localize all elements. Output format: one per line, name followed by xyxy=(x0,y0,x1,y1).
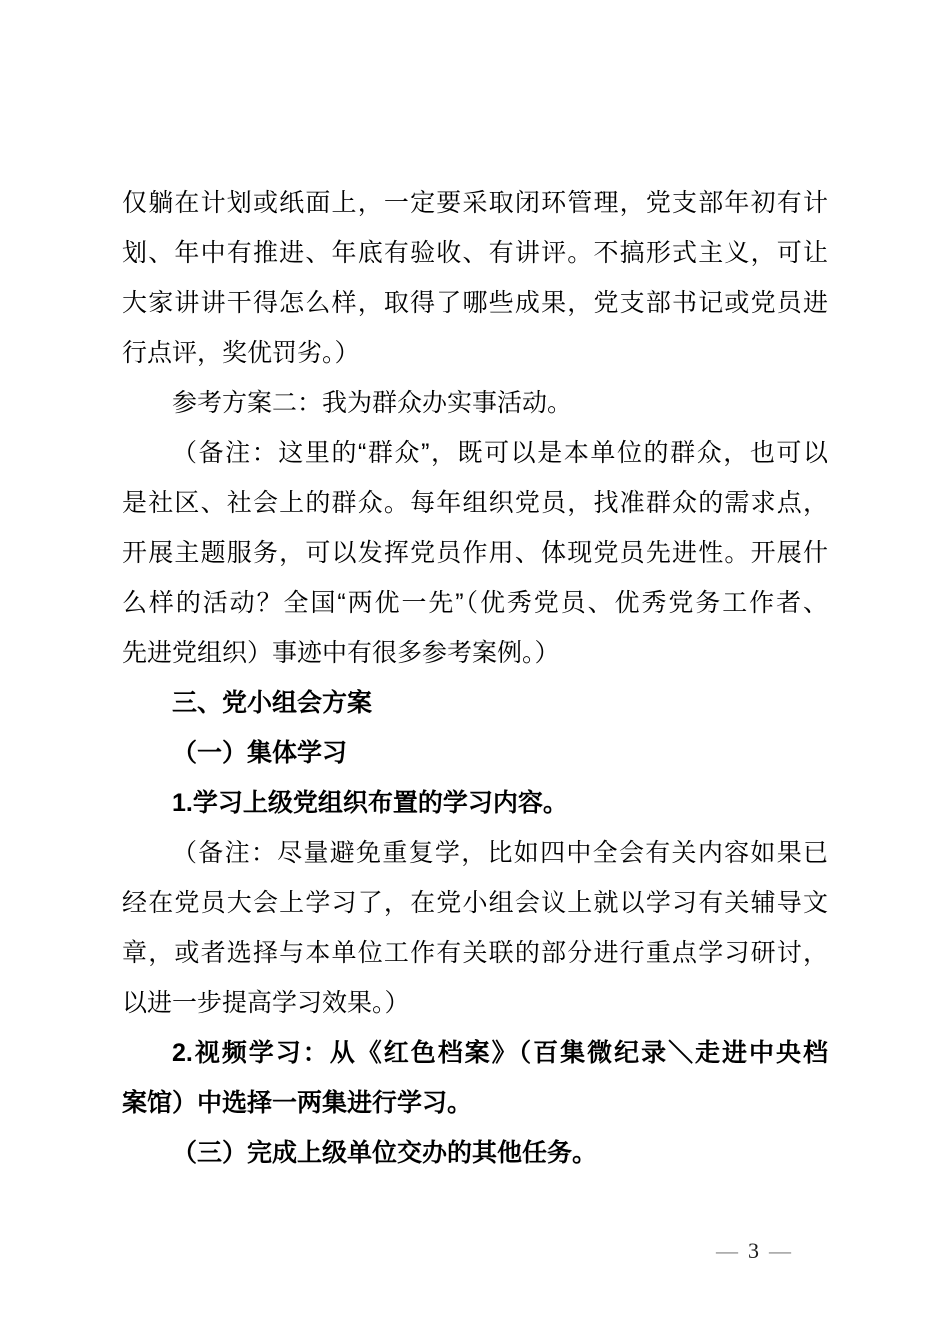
text-line: 么样的活动？全国“两优一先”（优秀党员、优秀党务工作者、 xyxy=(122,589,828,617)
text-line: 仅躺在计划或纸面上，一定要采取闭环管理，党支部年初有计 xyxy=(122,189,828,217)
text-line: 划、年中有推进、年底有验收、有讲评。不搞形式主义，可让 xyxy=(122,239,828,267)
text-line: 是社区、社会上的群众。每年组织党员，找准群众的需求点， xyxy=(122,489,828,517)
text-line-plan-two: 参考方案二：我为群众办实事活动。 xyxy=(172,389,573,417)
text-line: 章，或者选择与本单位工作有关联的部分进行重点学习研讨， xyxy=(122,939,828,967)
section-heading-party-group: 三、党小组会方案 xyxy=(172,689,373,717)
page-number: 3 xyxy=(748,1238,759,1263)
text-line-note-start: （备注：尽量避免重复学，比如四中全会有关内容如果已 xyxy=(172,839,828,867)
subsection-heading-other-tasks: （三）完成上级单位交办的其他任务。 xyxy=(172,1139,598,1167)
subsection-heading-collective-study: （一）集体学习 xyxy=(172,739,348,767)
item-heading-video-study-cont: 案馆）中选择一两集进行学习。 xyxy=(122,1089,473,1117)
item-heading-study-content: 1.学习上级党组织布置的学习内容。 xyxy=(172,789,568,817)
text-line: 行点评，奖优罚劣。） xyxy=(122,339,360,367)
footer-dash-right: — xyxy=(769,1238,791,1263)
footer-dash-left: — xyxy=(716,1238,738,1263)
page-footer xyxy=(716,1236,791,1266)
text-line: 开展主题服务，可以发挥党员作用、体现党员先进性。开展什 xyxy=(122,539,828,567)
document-body xyxy=(122,178,828,1178)
text-line: 大家讲讲干得怎么样，取得了哪些成果，党支部书记或党员进 xyxy=(122,289,828,317)
text-line: 以进一步提高学习效果。） xyxy=(122,989,410,1017)
text-line-note-start: （备注：这里的“群众”，既可以是本单位的群众，也可以 xyxy=(172,439,828,467)
item-heading-video-study: 2.视频学习：从《红色档案》（百集微纪录＼走进中央档 xyxy=(172,1039,828,1067)
text-line: 先进党组织）事迹中有很多参考案例。） xyxy=(122,639,560,667)
text-line: 经在党员大会上学习了，在党小组会议上就以学习有关辅导文 xyxy=(122,889,828,917)
